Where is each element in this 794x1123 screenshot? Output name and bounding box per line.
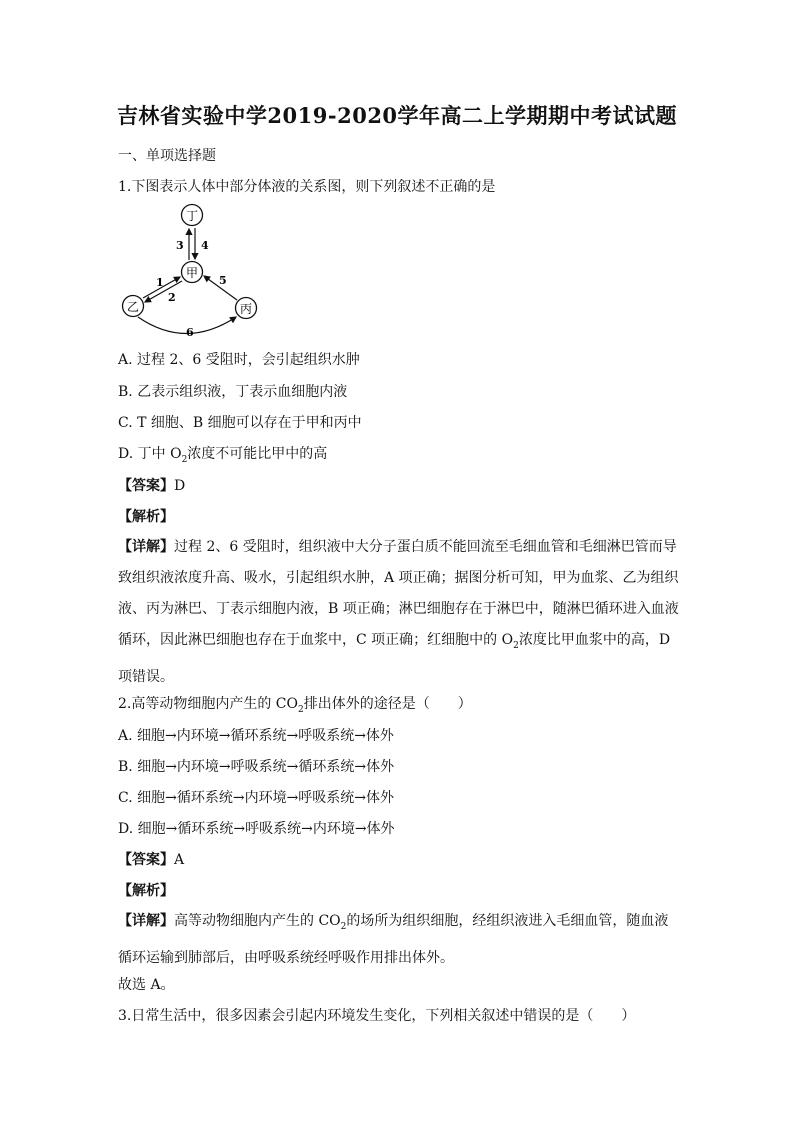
question-1-detail: 【详解】过程 2、6 受阻时，组织液中大分子蛋白质不能回流至毛细血管和毛细淋巴管而导 致组织液浓度升高、吸水，引起组织水肿，A 项正确；据图分析可知，甲为血浆、乙为组织 液、丙为淋巴、丁表示细胞内液，B 项正确；淋巴细胞存在于淋巴中，随淋巴循环进入血液 循环，因此淋巴细胞也存在于血浆中，C 项正确；红细胞中的 $O_2$浓度比甲血浆中的高，D 项错误。 [118, 539, 679, 685]
question-2-stem: 2.高等动物细胞内产生的 $CO_2$排出体外的途径是（ ） [118, 696, 472, 715]
body-fluid-diagram [116, 200, 276, 340]
edge-label-3: 3 [176, 239, 184, 252]
question-1-option-d: D. 丁中 $O_2$浓度不可能比甲中的高 [118, 446, 328, 465]
edge-label-1: 1 [156, 276, 164, 289]
question-2-analysis-tag: 【解析】 [118, 883, 174, 899]
edge-label-6: 6 [186, 326, 194, 339]
edge-label-4: 4 [201, 239, 209, 252]
question-2-answer: 【答案】A [118, 852, 185, 868]
edge-label-5: 5 [219, 274, 227, 287]
question-2-option-a: A. 细胞→内环境→循环系统→呼吸系统→体外 [118, 728, 394, 744]
section-heading: 一、单项选择题 [118, 148, 216, 164]
question-3-stem: 3.日常生活中，很多因素会引起内环境发生变化，下列相关叙述中错误的是（ ） [118, 1008, 636, 1024]
question-1-stem: 1.下图表示人体中部分体液的关系图，则下列叙述不正确的是 [118, 179, 496, 195]
question-2-conclusion: 故选 A。 [118, 977, 175, 993]
node-label-bing: 丙 [239, 302, 253, 316]
node-label-ding: 丁 [185, 209, 199, 223]
node-label-yi: 乙 [126, 300, 140, 314]
question-1-option-a: A. 过程 2、6 受阻时，会引起组织水肿 [118, 352, 360, 368]
question-2-option-d: D. 细胞→循环系统→呼吸系统→内环境→体外 [118, 821, 395, 837]
question-1-option-b: B. 乙表示组织液，丁表示血细胞内液 [118, 384, 348, 400]
page-title: 吉林省实验中学2019-2020学年高二上学期期中考试试题 [116, 103, 678, 128]
question-1-option-c: C. T 细胞、B 细胞可以存在于甲和丙中 [118, 415, 362, 431]
question-2-detail: 【详解】高等动物细胞内产生的 $CO_2$的场所为组织细胞，经组织液进入毛细血管，随血液 循环运输到肺部后，由呼吸系统经呼吸作用排出体外。 [118, 913, 669, 966]
question-1-answer: 【答案】D [118, 478, 186, 494]
question-1-analysis-tag: 【解析】 [118, 509, 174, 525]
question-2-option-c: C. 细胞→循环系统→内环境→呼吸系统→体外 [118, 790, 395, 806]
node-label-jia: 甲 [185, 266, 199, 280]
question-2-option-b: B. 细胞→内环境→呼吸系统→循环系统→体外 [118, 759, 395, 775]
edge-label-2: 2 [168, 291, 176, 304]
